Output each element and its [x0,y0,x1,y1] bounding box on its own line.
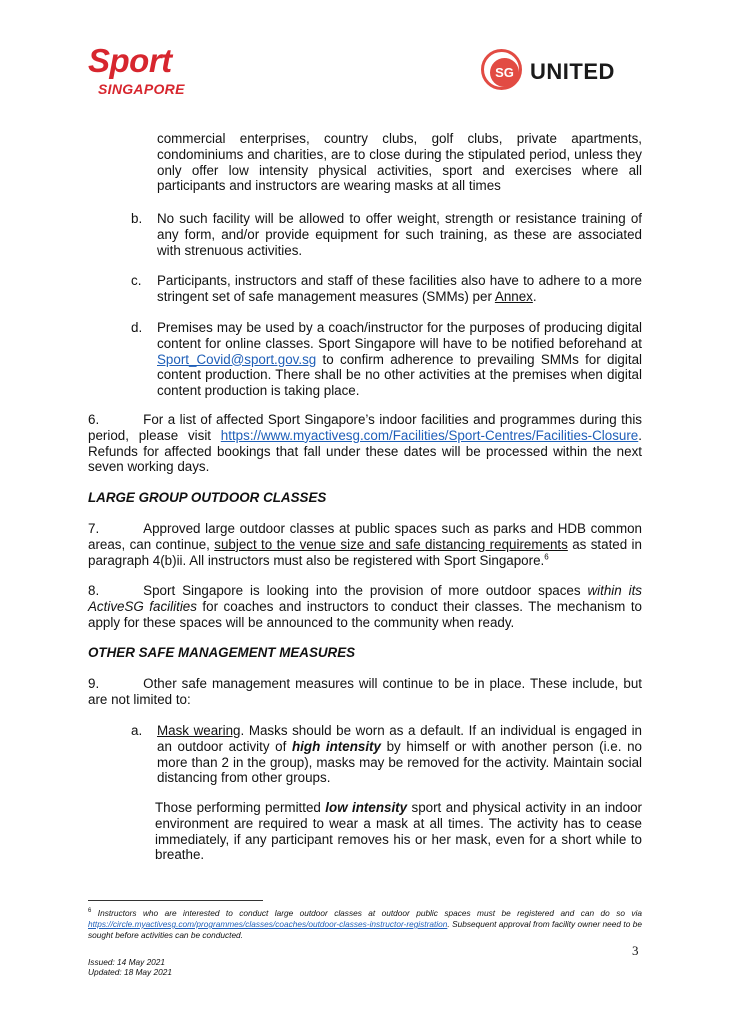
item-d-text-before: Premises may be used by a coach/instructor for the purposes of producing digital content for online classes. Sport Singapore will have to be notified beforehand at [157,320,642,351]
paragraph-6-text-after: . Refunds for affected bookings that fall under these dates will be processed within the next seven working days. [88,427,642,475]
paragraph-7-text-after: as stated in paragraph 4(b)ii. All instructors must also be registered with Sport Singapore. [88,536,642,568]
paragraph-5-continued: commercial enterprises, country clubs, golf clubs, private apartments, condominiums and charities, are to close during the stipulated period, unless they only offer low intensity physical activities, sport and exercises where all participants and instructors are wearing masks at all times [157,131,642,194]
sport-singapore-logo [88,42,203,102]
instructor-registration-link[interactable]: https://circle.myactivesg.com/programmes/classes/coaches/outdoor-classes-instructor-registration [88,919,448,929]
item-9a-continued [155,800,642,863]
paragraph-8-number: 8. [88,583,100,598]
footnote-text-after: . Subsequent approval from facility owner need to be sought before activities can be conducted. [88,919,642,940]
sport-logo-sub: SINGAPORE [98,81,185,97]
footnote-6 [88,908,642,941]
item-b-marker: b. [131,211,143,226]
email-link[interactable]: Sport_Covid@sport.gov.sg [157,351,317,367]
item-9a-text-2: by himself or with another person (i.e. no more than 2 in the group), masks may be removed for the activity. Maintain social distancing from other groups. [157,738,642,786]
sg-united-logo [481,49,641,97]
item-9a-bold: high intensity [292,738,381,754]
paragraph-7-number: 7. [88,521,100,536]
item-d-text [157,320,642,399]
item-c-text-before: Participants, instructors and staff of these facilities also have to adhere to a more stringent set of safe management measures (SMMs) per [157,273,642,304]
item-9a-marker: a. [131,723,143,738]
footnote-ref-6[interactable]: 6 [544,552,549,562]
item-c-text-after: . [532,288,537,304]
footnote-number: 6 [88,908,92,915]
paragraph-9-text: Other safe management measures will continue to be in place. These include, but are not limited to: [88,676,642,707]
item-c-marker: c. [131,273,142,288]
paragraph-6-number: 6. [88,412,100,427]
paragraph-6 [88,412,642,475]
paragraph-7-text-before: Approved large outdoor classes at public spaces such as parks and HDB common areas, can continue, [88,521,642,552]
mask-wearing-title: Mask wearing [157,723,241,738]
page-number: 3 [632,943,639,958]
annex-link[interactable]: Annex [494,288,533,304]
paragraph-9-number: 9. [88,676,100,691]
sg-logo-badge: SG [490,58,519,87]
item-d-text-after: to confirm adherence to prevailing SMMs for digital content production. There shall be no other activities at the premises when digital content production is taking place. [157,351,642,399]
paragraph-7 [88,521,642,568]
sport-logo-word: Sport [88,42,172,79]
paragraph-7-underlined: subject to the venue size and safe distancing requirements [214,536,568,552]
updated-date: Updated: 18 May 2021 [88,967,172,977]
item-9a-text [157,723,642,786]
item-9a-text-1: . Masks should be worn as a default. If an individual is engaged in an outdoor activity of [157,723,643,754]
item-c-text [157,273,642,305]
paragraph-8-text-after: for coaches and instructors to conduct their classes. The mechanism to apply for these spaces will be announced to the community when ready. [88,598,642,630]
paragraph-8 [88,583,642,630]
paragraph-8-text-before: Sport Singapore is looking into the provision of more outdoor spaces [143,583,588,598]
footnote-text-before: Instructors who are interested to conduct large outdoor classes at outdoor public spaces must be registered and can do so via [91,908,642,918]
item-9a-cont-text-2: sport and physical activity in an indoor environment are required to wear a mask at all times. The activity has to cease immediately, if any participant removes his or her mask, even for a short while to breathe. [155,800,642,863]
item-9a-cont-bold: low intensity [325,800,408,815]
item-d-marker: d. [131,320,143,335]
item-b-text: No such facility will be allowed to offer weight, strength or resistance training of any form, and/or provide equipment for such training, as these are associated with strenuous activities. [157,211,642,258]
paragraph-8-italic: within its ActiveSG facilities [88,583,642,614]
footnote-divider [88,900,263,901]
sg-logo-word: UNITED [530,59,615,84]
heading-large-group-outdoor-classes: LARGE GROUP OUTDOOR CLASSES [88,490,327,505]
issued-date: Issued: 14 May 2021 [88,957,166,967]
item-9a-cont-text-1: Those performing permitted [155,800,326,815]
paragraph-9 [88,676,642,708]
sg-logo-ring [481,49,522,90]
paragraph-6-text-before: For a list of affected Sport Singapore’s indoor facilities and programmes during this period, please visit [88,412,642,443]
heading-other-safe-management-measures: OTHER SAFE MANAGEMENT MEASURES [88,645,356,660]
facilities-closure-link[interactable]: https://www.myactivesg.com/Facilities/Sport-Centres/Facilities-Closure [220,427,639,443]
